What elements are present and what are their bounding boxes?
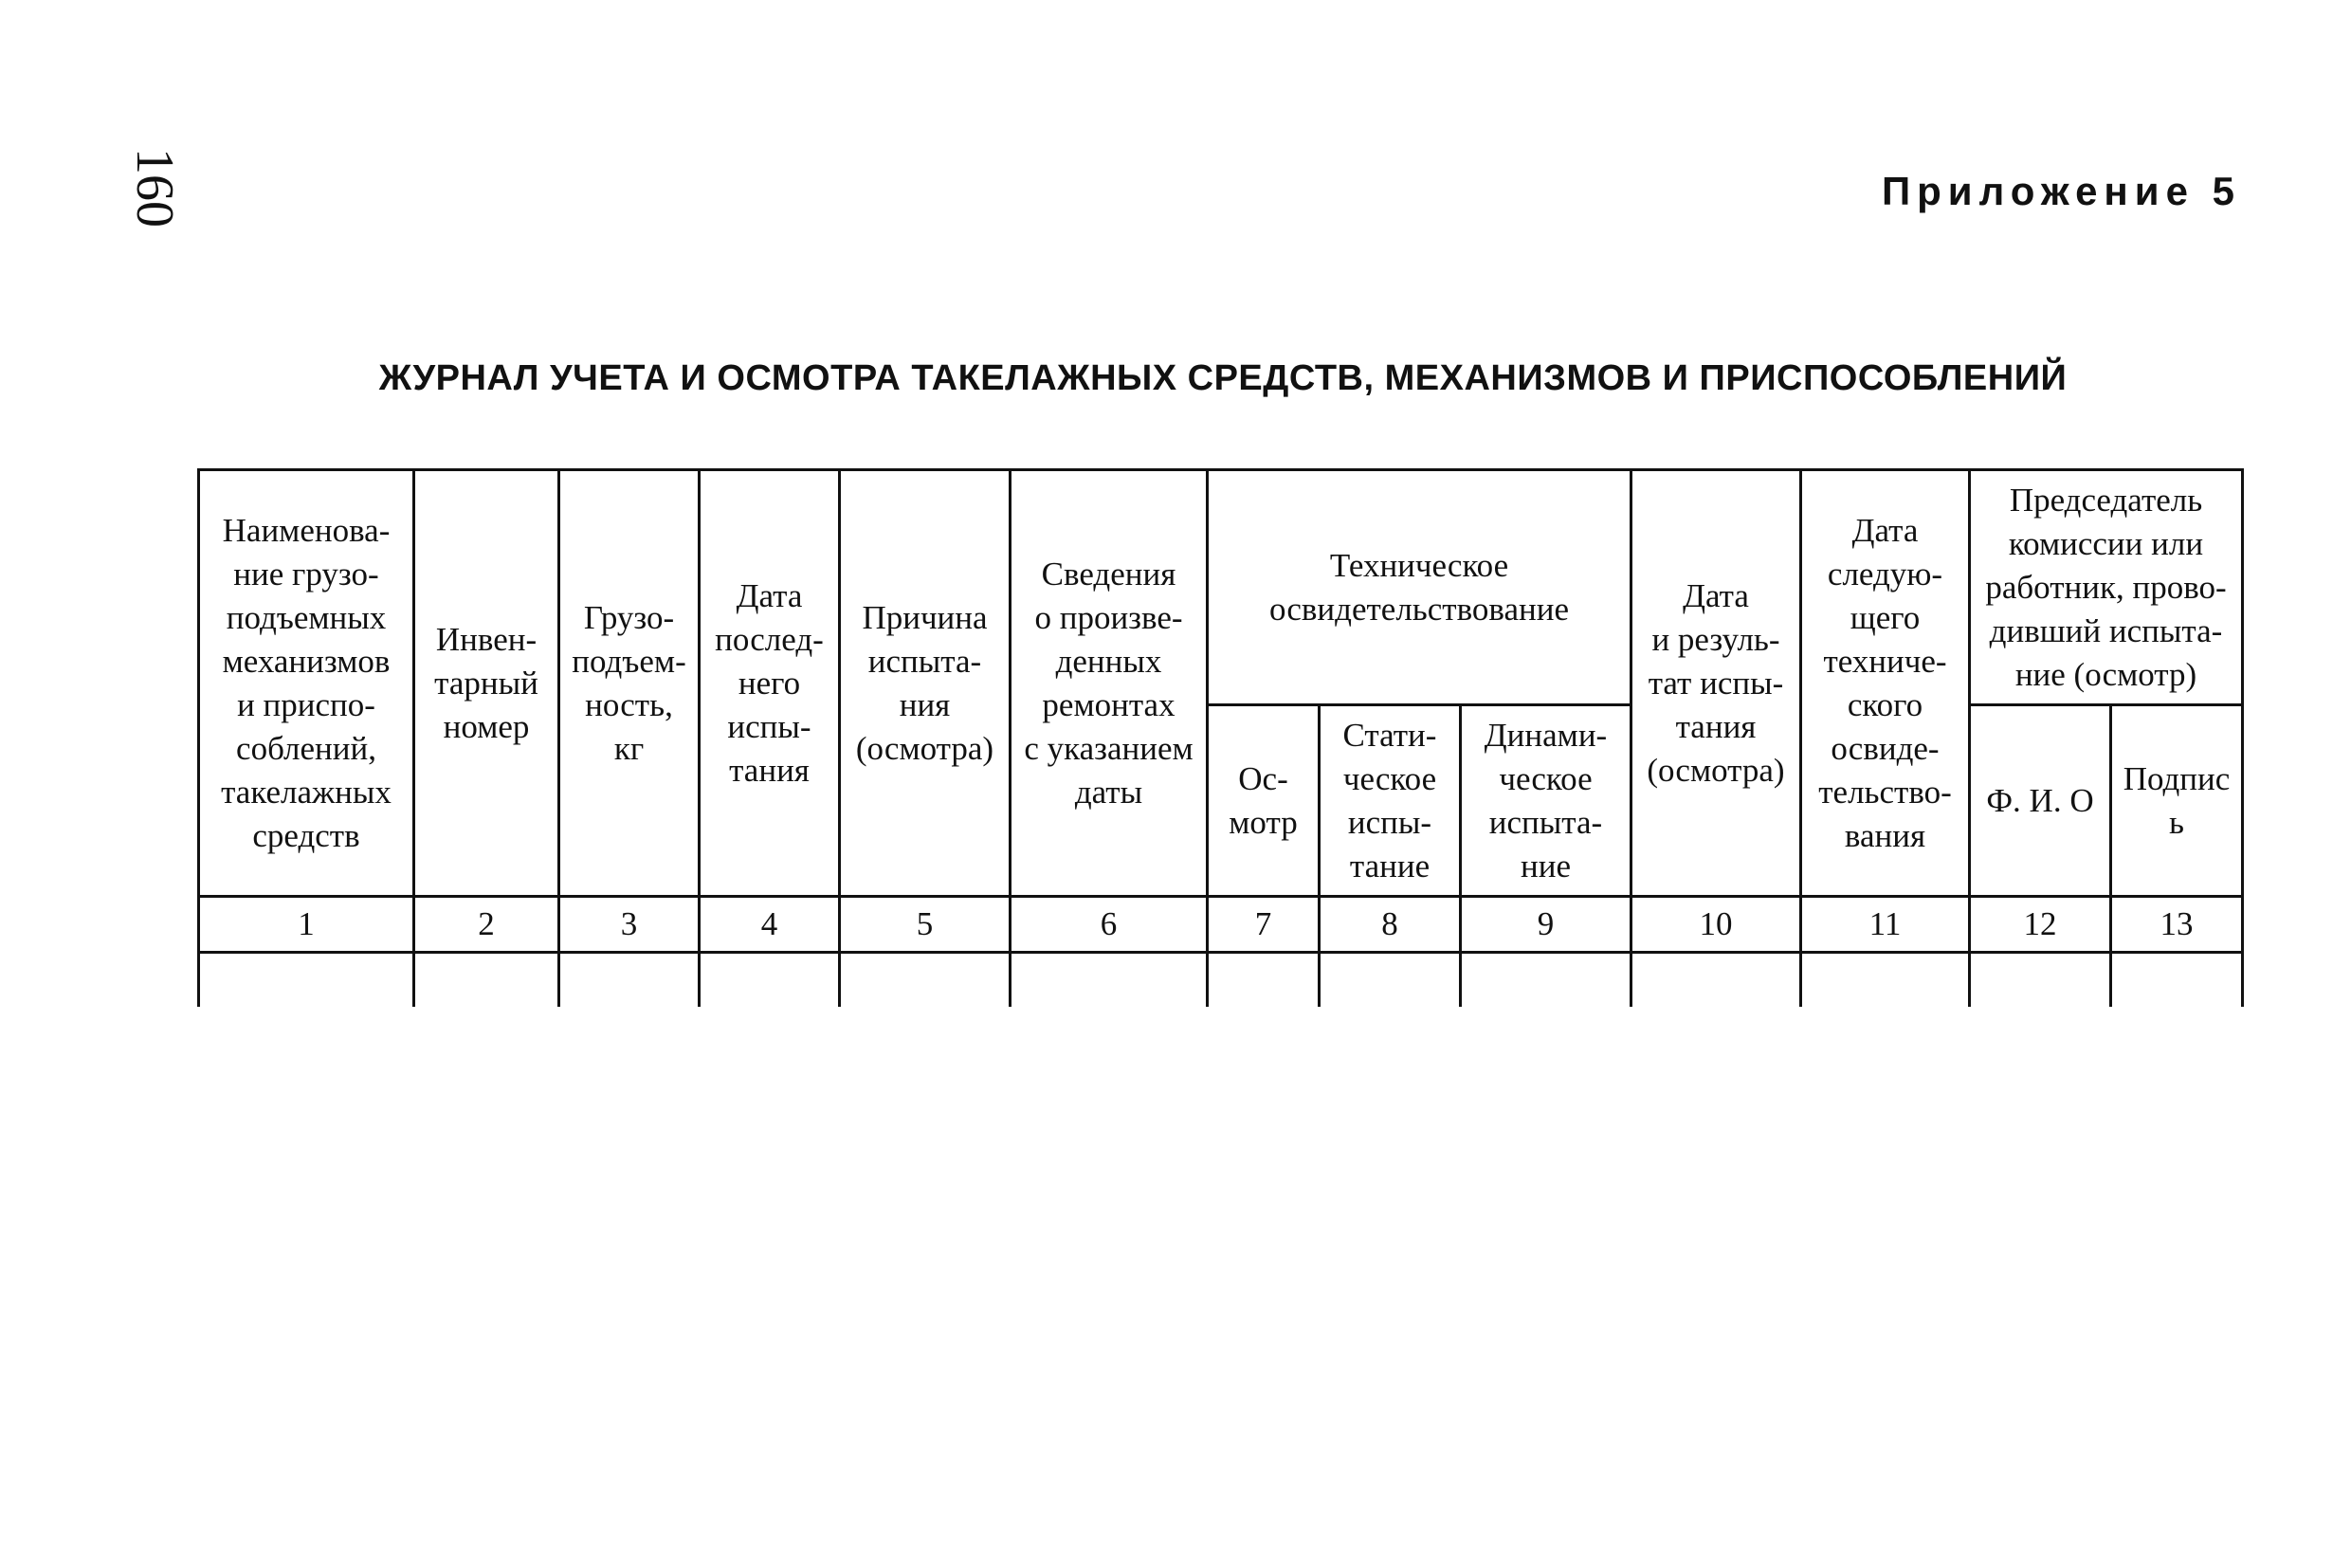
header-equipment-name: Наименова- ние грузо- подъемных механизмов и приспо- соблений, такелажных средств bbox=[199, 470, 414, 897]
column-number: 5 bbox=[840, 897, 1011, 953]
header-chairman-group: Председатель комиссии или работник, прово- дивший испыта- ние (осмотр) bbox=[1970, 470, 2243, 705]
empty-cell bbox=[840, 953, 1011, 1008]
empty-cell bbox=[1208, 953, 1320, 1008]
column-number: 10 bbox=[1631, 897, 1801, 953]
appendix-label: Приложение 5 bbox=[1881, 169, 2241, 213]
header-repair-info: Сведения о произве- денных ремонтах с указанием даты bbox=[1011, 470, 1208, 897]
page-number: 160 bbox=[125, 148, 184, 228]
empty-cell bbox=[199, 953, 414, 1008]
empty-cell bbox=[1631, 953, 1801, 1008]
header-last-test-date: Дата послед- него испы- тания bbox=[700, 470, 840, 897]
column-number: 6 bbox=[1011, 897, 1208, 953]
column-number: 9 bbox=[1461, 897, 1631, 953]
empty-cell bbox=[1461, 953, 1631, 1008]
column-number: 13 bbox=[2111, 897, 2243, 953]
empty-cell bbox=[2111, 953, 2243, 1008]
empty-entry-row bbox=[199, 953, 2243, 1008]
header-test-reason: Причина испыта- ния (осмотра) bbox=[840, 470, 1011, 897]
empty-cell bbox=[1970, 953, 2111, 1008]
header-examination: Ос- мотр bbox=[1208, 705, 1320, 897]
header-technical-inspection-group: Техническое освидетельствование bbox=[1208, 470, 1631, 705]
journal-table bbox=[197, 468, 2244, 1007]
column-number: 2 bbox=[414, 897, 559, 953]
header-inventory-number: Инвен- тарный номер bbox=[414, 470, 559, 897]
column-number: 3 bbox=[559, 897, 700, 953]
empty-cell bbox=[1320, 953, 1461, 1008]
column-number: 1 bbox=[199, 897, 414, 953]
journal-title: ЖУРНАЛ УЧЕТА И ОСМОТРА ТАКЕЛАЖНЫХ СРЕДСТВ, МЕХАНИЗМОВ И ПРИСПОСОБЛЕНИЙ bbox=[378, 358, 2068, 398]
column-number: 8 bbox=[1320, 897, 1461, 953]
column-number: 4 bbox=[700, 897, 840, 953]
empty-cell bbox=[700, 953, 840, 1008]
header-next-inspection-date: Дата следую- щего техниче- ского освиде- тельство- вания bbox=[1801, 470, 1970, 897]
header-static-test: Стати- ческое испы- тание bbox=[1320, 705, 1461, 897]
column-number: 12 bbox=[1970, 897, 2111, 953]
header-row-main bbox=[199, 470, 2243, 705]
header-signature: Подпись bbox=[2111, 705, 2243, 897]
empty-cell bbox=[559, 953, 700, 1008]
column-number: 11 bbox=[1801, 897, 1970, 953]
empty-cell bbox=[1011, 953, 1208, 1008]
column-number-row bbox=[199, 897, 2243, 953]
empty-cell bbox=[414, 953, 559, 1008]
empty-cell bbox=[1801, 953, 1970, 1008]
column-number: 7 bbox=[1208, 897, 1320, 953]
header-load-capacity: Грузо- подъем- ность, кг bbox=[559, 470, 700, 897]
header-dynamic-test: Динами- ческое испыта- ние bbox=[1461, 705, 1631, 897]
header-full-name: Ф. И. О bbox=[1970, 705, 2111, 897]
header-test-date-result: Дата и резуль- тат испы- тания (осмотра) bbox=[1631, 470, 1801, 897]
